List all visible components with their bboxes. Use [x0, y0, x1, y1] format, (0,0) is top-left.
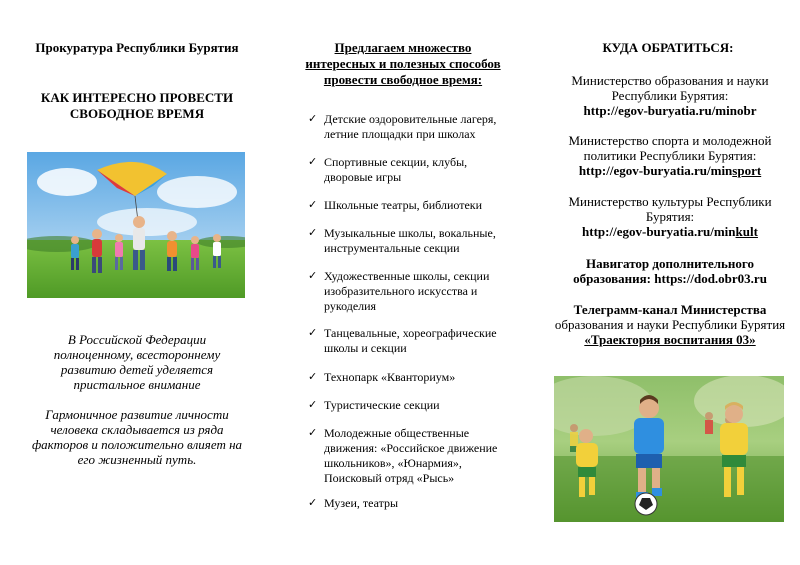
navigator-line-1: Навигатор дополнительного	[586, 256, 754, 271]
telegram-description: образования и науки Республики Бурятия	[554, 317, 786, 332]
checkmark-icon: ✓	[308, 270, 318, 282]
football-kids-photo	[554, 376, 784, 522]
checkmark-icon: ✓	[308, 327, 318, 339]
sport-link-prefix: http://egov-buryatia.ru/min	[578, 163, 733, 178]
culture-link-suffix: kult	[735, 224, 758, 239]
list-item-label: Технопарк «Кванториум»	[324, 370, 456, 384]
organization-name: Прокуратура Республики Бурятия	[35, 40, 239, 55]
sport-ministry-link[interactable]	[550, 163, 790, 178]
list-item-label: Туристические секции	[324, 398, 440, 412]
list-item-label: Художественные школы, секции изобразительного искусства и рукоделия	[324, 269, 490, 313]
contacts-heading: КУДА ОБРАТИТЬСЯ:	[602, 40, 734, 55]
right-column	[540, 0, 800, 565]
intro-paragraph: В Российской Федерации полноценному, всестороннему развитию детей уделяется пристальное внимание	[53, 332, 221, 392]
list-item-label: Музыкальные школы, вокальные, инструментальные секции	[324, 226, 496, 255]
list-item-label: Спортивные секции, клубы, дворовые игры	[324, 155, 468, 184]
activities-heading	[292, 40, 514, 88]
checkmark-icon: ✓	[308, 399, 318, 411]
sport-ministry-name: Министерство спорта и молодежной политики Республики Бурятия:	[568, 133, 772, 163]
checkmark-icon: ✓	[308, 156, 318, 168]
children-kite-photo	[27, 152, 245, 298]
list-item-label: Танцевальные, хореографические школы и секции	[324, 326, 497, 355]
list-item-label: Школьные театры, библиотеки	[324, 198, 483, 212]
navigator-block	[550, 256, 790, 286]
education-ministry-link[interactable]: http://egov-buryatia.ru/minobr	[583, 103, 757, 118]
activities-heading-line-3: провести свободное время:	[323, 72, 483, 87]
list-item-label: Детские оздоровительные лагеря, летние площадки при школах	[324, 112, 497, 141]
culture-link-prefix: http://egov-buryatia.ru/min	[582, 224, 736, 239]
culture-ministry-link[interactable]	[550, 224, 790, 239]
checkmark-icon: ✓	[308, 199, 318, 211]
culture-ministry-block	[550, 194, 790, 239]
checkmark-icon: ✓	[308, 113, 318, 125]
sport-link-suffix: sport	[732, 163, 762, 178]
list-item-label: Молодежные общественные движения: «Российское движение школьников», «Юнармия», Поисковый отряд «Рысь»	[324, 426, 498, 485]
left-column	[0, 0, 270, 565]
education-ministry-block	[550, 73, 790, 118]
activities-heading-line-2: интересных и полезных способов	[305, 56, 501, 71]
harmony-paragraph: Гармоничное развитие личности человека складывается из ряда факторов и положительно влияет на его жизненный путь.	[31, 407, 243, 467]
checkmark-icon: ✓	[308, 427, 318, 439]
title-line-1: КАК ИНТЕРЕСНО ПРОВЕСТИ	[40, 90, 234, 105]
activities-heading-line-1: Предлагаем множество	[334, 40, 472, 55]
leaflet-title	[24, 90, 250, 122]
navigator-line-2[interactable]: образования: https://dod.obr03.ru	[573, 271, 767, 286]
football-photo-illustration	[554, 376, 784, 522]
checkmark-icon: ✓	[308, 497, 318, 509]
list-item-label: Музеи, театры	[324, 496, 399, 510]
telegram-channel-link[interactable]: «Траектория воспитания 03»	[584, 332, 756, 347]
sport-ministry-block	[550, 133, 790, 178]
middle-column	[272, 0, 534, 565]
kite-photo-illustration	[27, 152, 245, 298]
checkmark-icon: ✓	[308, 371, 318, 383]
culture-ministry-name: Министерство культуры Республики Бурятия:	[568, 194, 772, 224]
title-line-2: СВОБОДНОЕ ВРЕМЯ	[69, 106, 205, 121]
telegram-block	[550, 302, 790, 347]
education-ministry-name: Министерство образования и науки Республики Бурятия:	[571, 73, 769, 103]
telegram-title: Телеграмм-канал Министерства	[573, 302, 767, 317]
checkmark-icon: ✓	[308, 227, 318, 239]
